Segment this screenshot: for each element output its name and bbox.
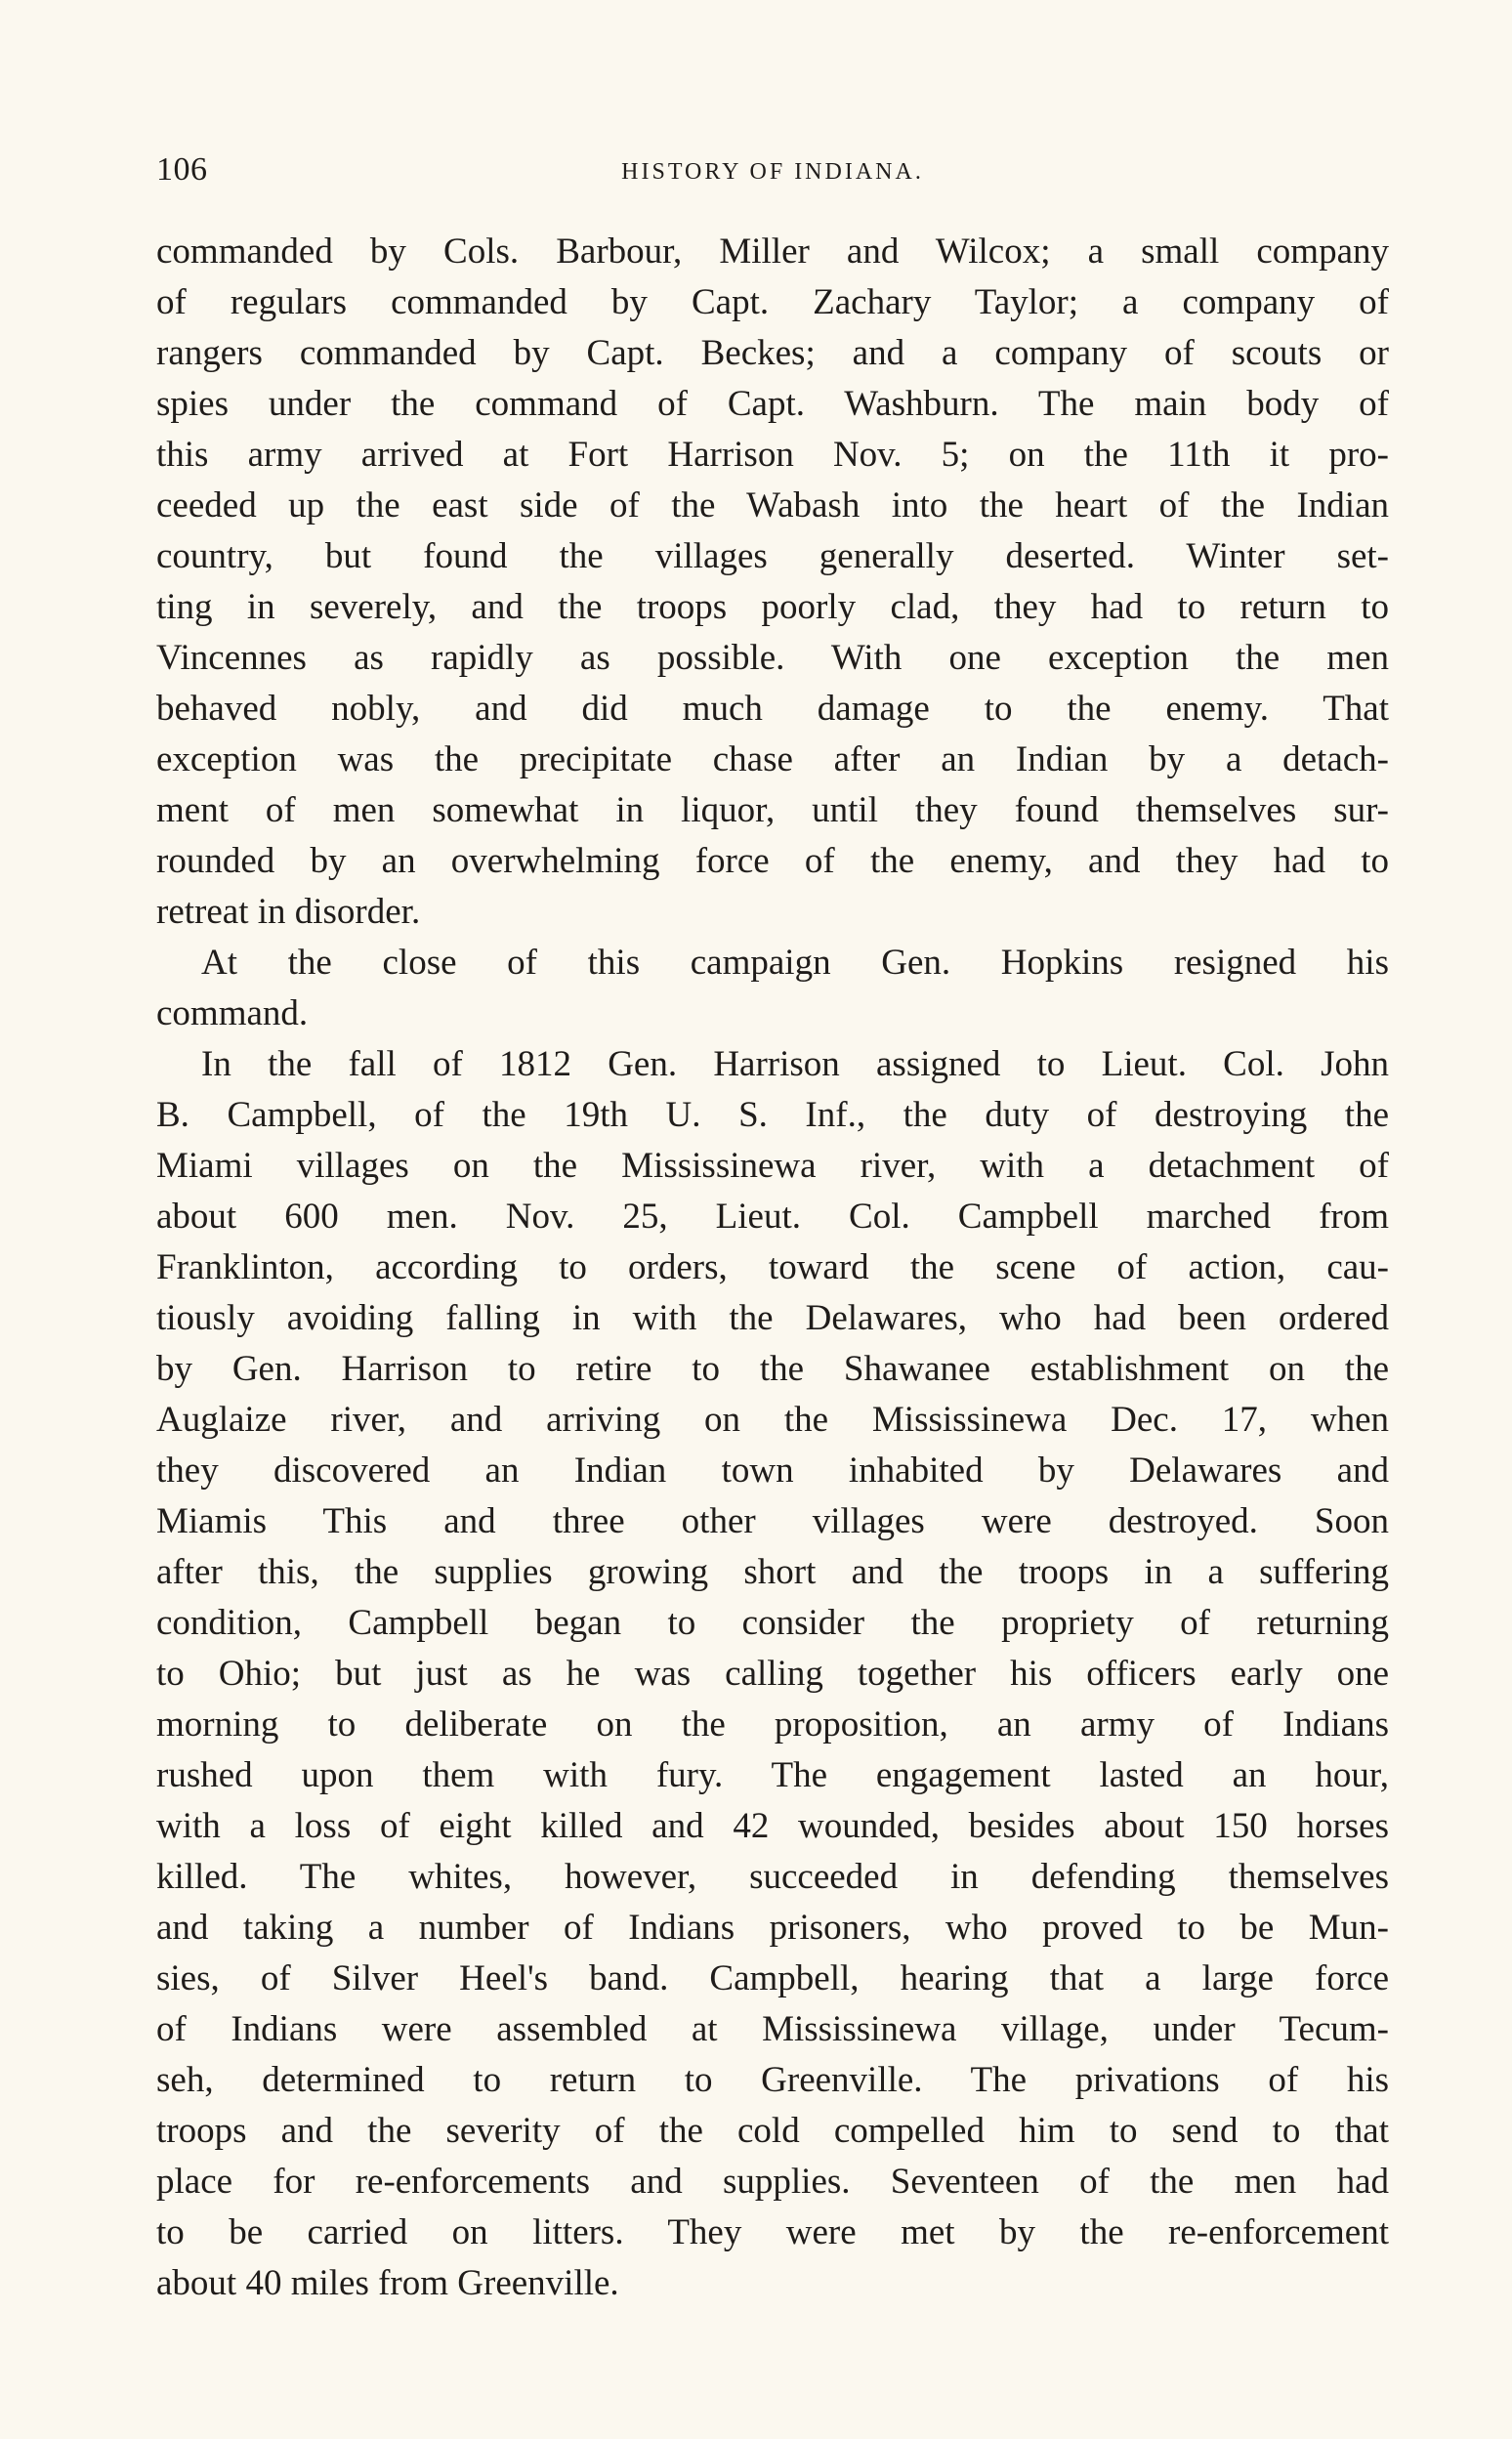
text-line: they discovered an Indian town inhabited by Delawares and — [156, 1451, 1389, 1491]
paragraph-end-line: command. — [156, 993, 309, 1033]
paragraph-end-line: about 40 miles from Greenville. — [156, 2263, 619, 2303]
text-line: tiously avoiding falling in with the Delawares, who had been ordered — [156, 1298, 1389, 1338]
text-line: spies under the command of Capt. Washburn. The main body of — [156, 384, 1389, 424]
text-line: by Gen. Harrison to retire to the Shawanee establishment on the — [156, 1349, 1389, 1389]
text-line: exception was the precipitate chase after an Indian by a detach- — [156, 739, 1389, 779]
text-line: about 600 men. Nov. 25, Lieut. Col. Campbell marched from — [156, 1197, 1389, 1237]
text-line: sies, of Silver Heel's band. Campbell, hearing that a large force — [156, 1958, 1389, 1998]
body-text — [156, 227, 1389, 2309]
text-line: with a loss of eight killed and 42 wounded, besides about 150 horses — [156, 1806, 1389, 1846]
text-line: killed. The whites, however, succeeded in defending themselves — [156, 1857, 1389, 1897]
text-line: morning to deliberate on the proposition, an army of Indians — [156, 1704, 1389, 1745]
text-line: Auglaize river, and arriving on the Mississinewa Dec. 17, when — [156, 1400, 1389, 1440]
text-line: troops and the severity of the cold compelled him to send to that — [156, 2111, 1389, 2151]
text-line: to Ohio; but just as he was calling together his officers early one — [156, 1654, 1389, 1694]
text-line: Miamis This and three other villages were destroyed. Soon — [156, 1501, 1389, 1541]
book-title: HISTORY OF INDIANA. — [621, 159, 924, 185]
text-line: behaved nobly, and did much damage to the enemy. That — [156, 689, 1389, 729]
text-line: rounded by an overwhelming force of the enemy, and they had to — [156, 841, 1389, 881]
text-line: condition, Campbell began to consider the propriety of returning — [156, 1603, 1389, 1643]
text-line: seh, determined to return to Greenville. The privations of his — [156, 2060, 1389, 2100]
text-line: rushed upon them with fury. The engagement lasted an hour, — [156, 1755, 1389, 1795]
running-head — [156, 147, 1389, 193]
text-line: of Indians were assembled at Mississinewa village, under Tecum- — [156, 2009, 1389, 2049]
paragraph-start-line: In the fall of 1812 Gen. Harrison assigned to Lieut. Col. John — [201, 1044, 1389, 1084]
text-line: Franklinton, according to orders, toward the scene of action, cau- — [156, 1247, 1389, 1287]
text-line: ting in severely, and the troops poorly clad, they had to return to — [156, 587, 1389, 627]
text-line: to be carried on litters. They were met by the re-enforcement — [156, 2212, 1389, 2252]
text-line: commanded by Cols. Barbour, Miller and Wilcox; a small company — [156, 231, 1389, 272]
text-line: B. Campbell, of the 19th U. S. Inf., the duty of destroying the — [156, 1095, 1389, 1135]
paragraph-start-line: At the close of this campaign Gen. Hopkins resigned his — [201, 943, 1389, 983]
text-line: after this, the supplies growing short and the troops in a suffering — [156, 1552, 1389, 1592]
text-line: ceeded up the east side of the Wabash into the heart of the Indian — [156, 485, 1389, 526]
paragraph-end-line: retreat in disorder. — [156, 892, 421, 932]
text-line: ment of men somewhat in liquor, until they found themselves sur- — [156, 790, 1389, 830]
text-line: of regulars commanded by Capt. Zachary Taylor; a company of — [156, 282, 1389, 322]
text-line: place for re-enforcements and supplies. Seventeen of the men had — [156, 2162, 1389, 2202]
text-line: and taking a number of Indians prisoners, who proved to be Mun- — [156, 1908, 1389, 1948]
text-line: country, but found the villages generally deserted. Winter set- — [156, 536, 1389, 576]
page-number: 106 — [156, 151, 208, 188]
text-line: Miami villages on the Mississinewa river, with a detachment of — [156, 1146, 1389, 1186]
text-line: rangers commanded by Capt. Beckes; and a company of scouts or — [156, 333, 1389, 373]
text-line: Vincennes as rapidly as possible. With one exception the men — [156, 638, 1389, 678]
text-line: this army arrived at Fort Harrison Nov. 5; on the 11th it pro- — [156, 435, 1389, 475]
